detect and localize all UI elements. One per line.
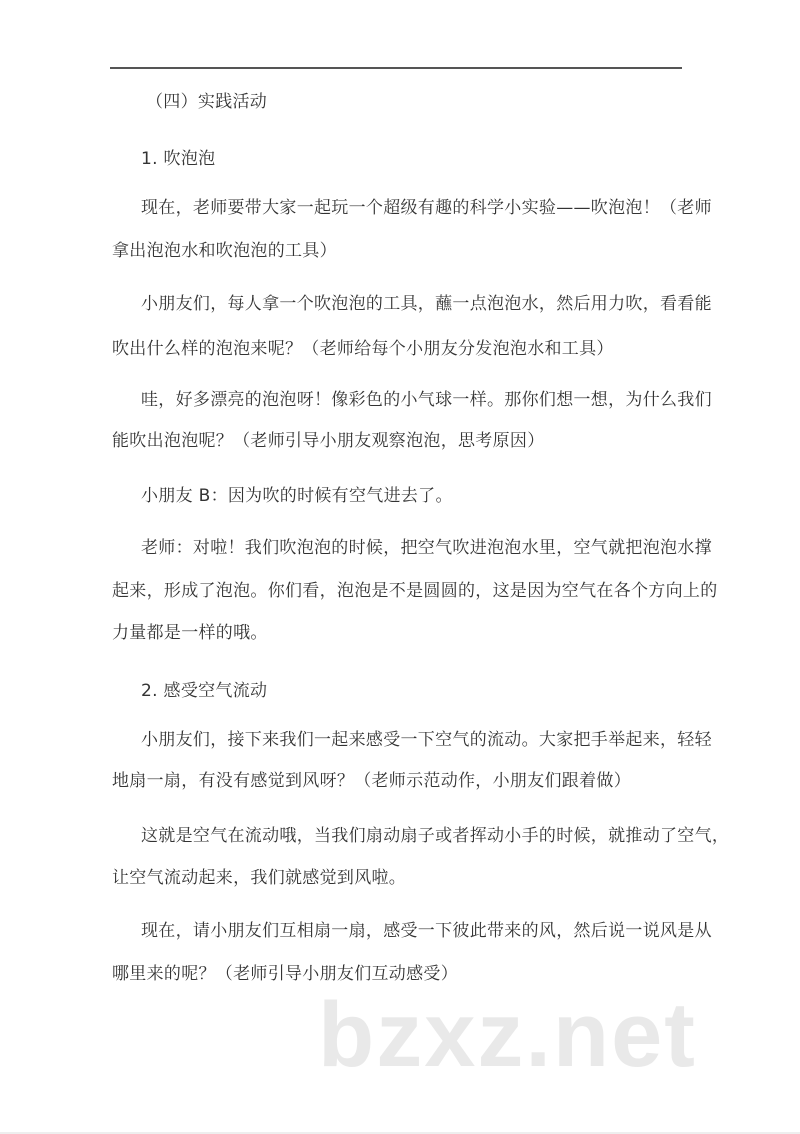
- paragraph-line: 力量都是一样的哦。: [112, 623, 268, 643]
- watermark: bzxz.net: [318, 984, 697, 1086]
- paragraph-line: 老师：对啦！我们吹泡泡的时候，把空气吹进泡泡水里，空气就把泡泡水撑: [141, 538, 712, 558]
- paragraph-line: 小朋友们，每人拿一个吹泡泡的工具，蘸一点泡泡水，然后用力吹，看看能: [141, 294, 712, 314]
- paragraph-line: 拿出泡泡水和吹泡泡的工具）: [112, 241, 337, 261]
- paragraph-line: 这就是空气在流动哦，当我们扇动扇子或者挥动小手的时候，就推动了空气，: [141, 826, 730, 846]
- paragraph-line: 起来，形成了泡泡。你们看，泡泡是不是圆圆的，这是因为空气在各个方向上的: [112, 581, 718, 601]
- paragraph-line: 地扇一扇，有没有感觉到风呀？（老师示范动作，小朋友们跟着做）: [112, 771, 631, 791]
- item1-heading: 1. 吹泡泡: [141, 149, 216, 169]
- paragraph-line: 哇，好多漂亮的泡泡呀！像彩色的小气球一样。那你们想一想，为什么我们: [141, 390, 712, 410]
- paragraph-line: 哪里来的呢？（老师引导小朋友们互动感受）: [112, 964, 458, 984]
- paragraph-line: 吹出什么样的泡泡来呢？（老师给每个小朋友分发泡泡水和工具）: [112, 339, 614, 359]
- paragraph-line: 能吹出泡泡呢？（老师引导小朋友观察泡泡，思考原因）: [112, 431, 545, 451]
- paragraph-line: 小朋友 B：因为吹的时候有空气进去了。: [141, 486, 453, 506]
- paragraph-line: 现在，老师要带大家一起玩一个超级有趣的科学小实验——吹泡泡！（老师: [141, 198, 712, 218]
- paragraph-line: 小朋友们，接下来我们一起来感受一下空气的流动。大家把手举起来，轻轻: [141, 730, 712, 750]
- section-heading: （四）实践活动: [146, 92, 268, 112]
- paragraph-line: 让空气流动起来，我们就感觉到风啦。: [112, 868, 407, 888]
- item2-heading: 2. 感受空气流动: [141, 681, 268, 701]
- paragraph-line: 现在，请小朋友们互相扇一扇，感受一下彼此带来的风，然后说一说风是从: [141, 921, 712, 941]
- header-rule: [110, 67, 682, 69]
